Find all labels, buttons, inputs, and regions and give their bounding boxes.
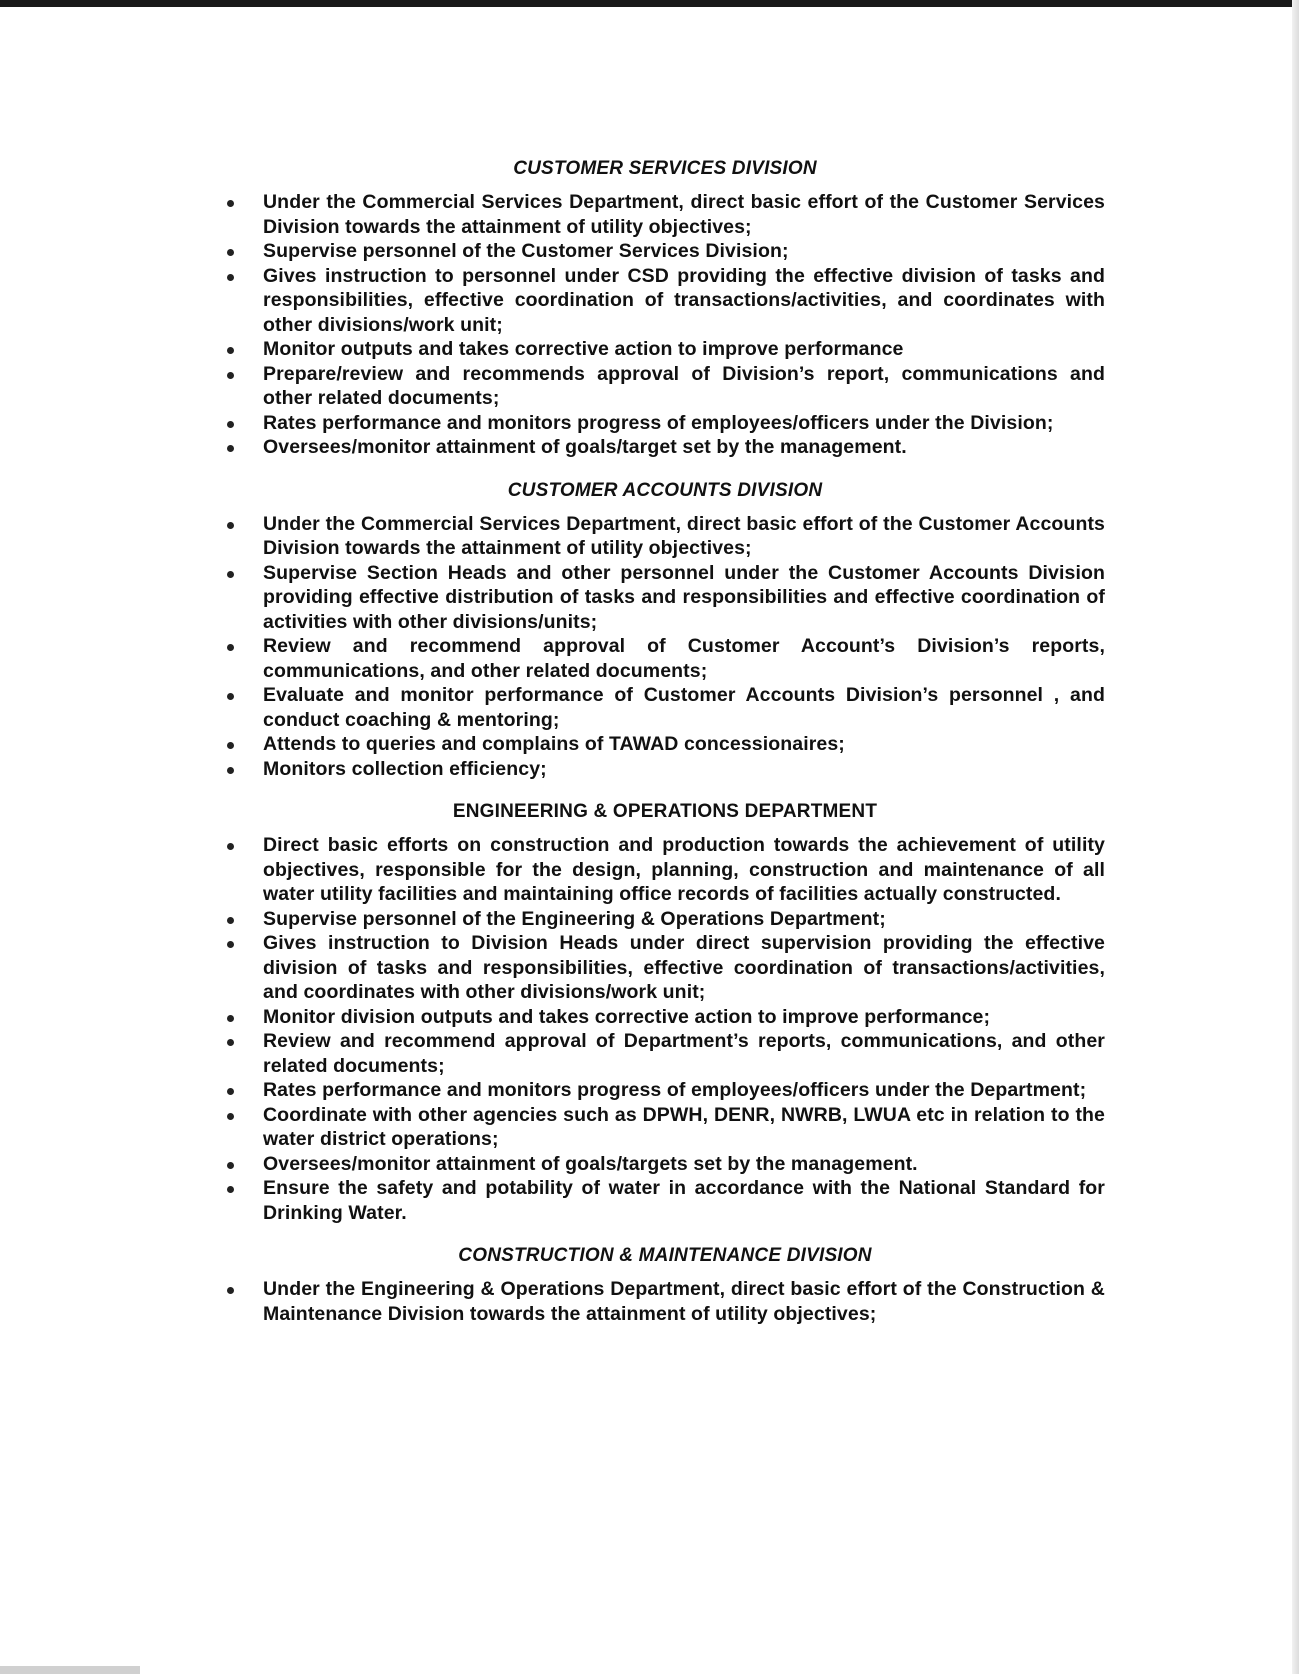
list-item-text: Gives instruction to Division Heads under direct supervision providing the effective division of tasks and responsibilities, effective coordination of transactions/activities, and coordinates with other divisions/work unit; [263,932,1105,1003]
list-item-text: Rates performance and monitors progress of employees/officers under the Division; [263,411,1054,434]
bullet-icon [227,1186,234,1193]
customer-accounts-list [225,512,1105,782]
list-item [225,561,1105,635]
list-item-text: Supervise Section Heads and other personnel under the Customer Accounts Division providing effective distribution of tasks and responsibilities and effective coordination of activities with other divisions/units; [263,561,1105,633]
list-item [225,1078,1105,1103]
bullet-icon [227,421,234,428]
list-item-text: Under the Commercial Services Department, direct basic effort of the Customer Services Division towards the attainment of utility objectives; [263,191,1105,238]
list-item-text: Under the Commercial Services Department, direct basic effort of the Customer Accounts Division towards the attainment of utility objectives; [263,512,1105,559]
list-item [225,435,1105,460]
list-item [225,1152,1105,1177]
list-item-text: Review and recommend approval of Department’s reports, communications, and other related documents; [263,1030,1105,1077]
bullet-icon [227,1113,234,1120]
bullet-icon [227,200,234,207]
bullet-icon [227,767,234,774]
list-item [225,931,1105,1005]
bullet-icon [227,843,234,850]
list-item [225,337,1105,362]
section-heading-customer-services: CUSTOMER SERVICES DIVISION [513,158,817,179]
construction-maintenance-list [225,1277,1105,1326]
list-item [225,634,1105,683]
scan-bottom-shadow [0,1666,140,1674]
list-item-text: Review and recommend approval of Customer Account’s Division’s reports, communications, and other related documents; [263,635,1105,682]
list-item-text: Coordinate with other agencies such as DPWH, DENR, NWRB, LWUA etc in relation to the water district operations; [263,1103,1105,1150]
list-item-text: Monitors collection efficiency; [263,757,547,780]
bullet-icon [227,571,234,578]
list-item [225,907,1105,932]
section-heading-customer-accounts: CUSTOMER ACCOUNTS DIVISION [507,479,823,501]
list-item-text: Direct basic efforts on construction and production towards the achievement of utility objectives, responsible for the design, planning, construction and maintenance of all water utility facilities and maintaining office records of facilities actually constructed. [263,834,1105,905]
list-item [225,411,1105,436]
bullet-icon [227,1015,234,1022]
list-item-text: Gives instruction to personnel under CSD providing the effective division of tasks and responsibilities, effective coordination of transactions/activities, and coordinates with other divisions/work unit; [263,264,1105,336]
list-item-text: Under the Engineering & Operations Department, direct basic effort of the Construction & Maintenance Division towards the attainment of utility objectives; [263,1278,1105,1325]
bullet-icon [227,941,234,948]
bullet-icon [227,1287,234,1294]
section-heading-engineering-operations: ENGINEERING & OPERATIONS DEPARTMENT [452,801,878,822]
list-item-text: Monitor outputs and takes corrective action to improve performance [263,338,904,360]
list-item [225,757,1105,782]
bullet-icon [227,249,234,256]
list-item-text: Supervise personnel of the Engineering & Operations Department; [263,907,886,930]
list-item-text: Evaluate and monitor performance of Customer Accounts Division’s personnel , and conduct coaching & mentoring; [263,684,1105,731]
bullet-icon [227,347,234,354]
list-item [225,239,1105,264]
list-item [225,1103,1105,1152]
engineering-operations-list [225,833,1105,1225]
document-body [225,150,1105,1338]
list-item-text: Oversees/monitor attainment of goals/target set by the management. [263,436,907,458]
list-item [225,1005,1105,1030]
scan-right-edge [1292,0,1299,1674]
list-item-text: Supervise personnel of the Customer Services Division; [263,240,789,262]
bullet-icon [227,445,234,452]
list-item [225,512,1105,561]
list-item-text: Attends to queries and complains of TAWAD concessionaires; [263,733,845,755]
list-item [225,1176,1105,1225]
list-item [225,190,1105,239]
list-item-text: Oversees/monitor attainment of goals/targets set by the management. [263,1152,918,1175]
bullet-icon [227,522,234,529]
list-item [225,732,1105,757]
list-item [225,1029,1105,1078]
list-item-text: Monitor division outputs and takes corrective action to improve performance; [263,1005,991,1028]
list-item-text: Rates performance and monitors progress of employees/officers under the Department; [263,1079,1087,1101]
list-item-text: Ensure the safety and potability of water in accordance with the National Standard for Drinking Water. [263,1177,1105,1224]
bullet-icon [227,1088,234,1095]
list-item [225,362,1105,411]
bullet-icon [227,742,234,749]
section-heading-construction-maintenance: CONSTRUCTION & MAINTENANCE DIVISION [458,1245,872,1266]
list-item [225,1277,1105,1326]
bullet-icon [227,274,234,281]
bullet-icon [227,917,234,924]
scan-top-edge [0,0,1299,7]
bullet-icon [227,372,234,379]
bullet-icon [227,1039,234,1046]
list-item [225,683,1105,732]
customer-services-list [225,190,1105,460]
list-item-text: Prepare/review and recommends approval of Division’s report, communications and other related documents; [263,362,1105,409]
bullet-icon [227,644,234,651]
bullet-icon [227,1162,234,1169]
bullet-icon [227,693,234,700]
list-item [225,833,1105,907]
list-item [225,264,1105,338]
